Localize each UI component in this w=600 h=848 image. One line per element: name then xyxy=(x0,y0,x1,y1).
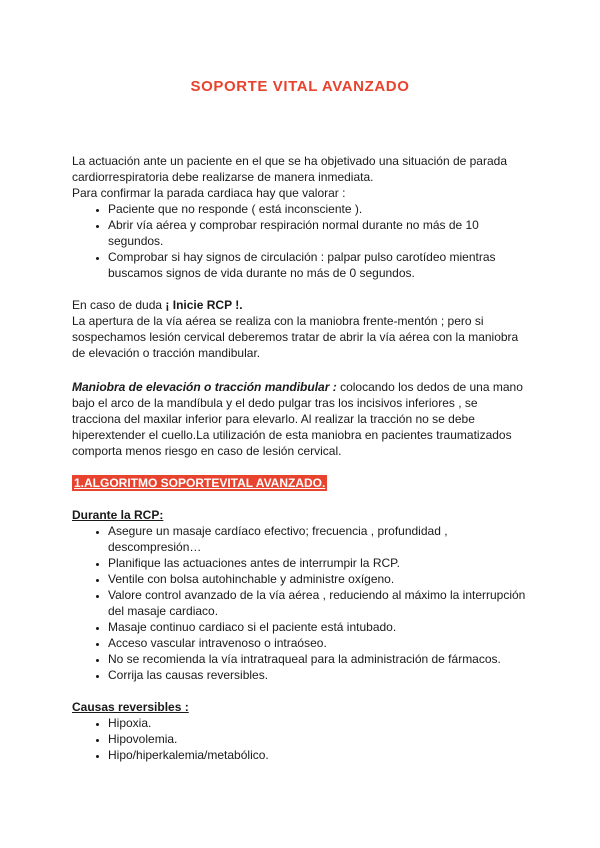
list-item: • Ventile con bolsa autohinchable y administre oxígeno. xyxy=(108,571,528,587)
document-body xyxy=(72,153,528,763)
list-item: • Valore control avanzado de la vía aérea , reduciendo al máximo la interrupción del masaje cardiaco. xyxy=(108,587,528,619)
list-item: • Hipoxia. xyxy=(108,715,528,731)
list-item: • No se recomienda la vía intratraqueal para la administración de fármacos. xyxy=(108,651,528,667)
list-item: • Hipo/hiperkalemia/metabólico. xyxy=(108,747,528,763)
list-item: • Corrija las causas reversibles. xyxy=(108,667,528,683)
list-item: • Comprobar si hay signos de circulación : palpar pulso carotídeo mientras buscamos signos de vida durante no más de 0 segundos. xyxy=(108,249,528,281)
duda-lead: En caso de duda xyxy=(72,298,166,312)
assessment-list xyxy=(72,201,528,281)
airway-paragraph: La apertura de la vía aérea se realiza con la maniobra frente-mentón ; pero si sospechamos lesión cervical deberemos tratar de abrir la vía aérea con la maniobra de elevación o tracción mandibular. xyxy=(72,314,519,360)
list-item: • Abrir vía aérea y comprobar respiración normal durante no más de 10 segundos. xyxy=(108,217,528,249)
maniobra-text: colocando los dedos de una mano bajo el arco de la mandíbula y el dedo pulgar tras los incisivos inferiores , se tracciona del maxilar inferior para elevarlo. Al realizar la tracción no se debe hiperextender el cuello.La utilización de esta maniobra en pacientes traumatizados comporta menos riesgo en caso de lesión cervical. xyxy=(72,380,523,458)
page-title: SOPORTE VITAL AVANZADO xyxy=(190,78,410,95)
list-item: • Acceso vascular intravenoso o intraóseo. xyxy=(108,635,528,651)
list-item: • Paciente que no responde ( está inconsciente ). xyxy=(108,201,528,217)
list-item: • Asegure un masaje cardíaco efectivo; frecuencia , profundidad , descompresión… xyxy=(108,523,528,555)
causas-heading: Causas reversibles : xyxy=(72,700,189,714)
durante-heading: Durante la RCP: xyxy=(72,508,164,522)
maniobra-paragraph xyxy=(72,379,528,459)
intro-paragraph: La actuación ante un paciente en el que se ha objetivado una situación de parada cardiorrespiratoria debe realizarse de manera inmediata. xyxy=(72,154,507,184)
duda-line xyxy=(72,297,528,313)
list-item: • Masaje continuo cardiaco si el paciente está intubado. xyxy=(108,619,528,635)
list-item: • Planifique las actuaciones antes de interrumpir la RCP. xyxy=(108,555,528,571)
section-heading: 1.ALGORITMO SOPORTEVITAL AVANZADO. xyxy=(74,476,326,490)
inicie-rcp-callout: ¡ Inicie RCP !. xyxy=(165,298,243,312)
causas-list xyxy=(72,715,528,763)
list-item: • Hipovolemia. xyxy=(108,731,528,747)
maniobra-label: Maniobra de elevación o tracción mandibular : xyxy=(72,380,337,394)
intro-assessment-lead: Para confirmar la parada cardiaca hay que valorar : xyxy=(72,186,346,200)
durante-list xyxy=(72,523,528,683)
